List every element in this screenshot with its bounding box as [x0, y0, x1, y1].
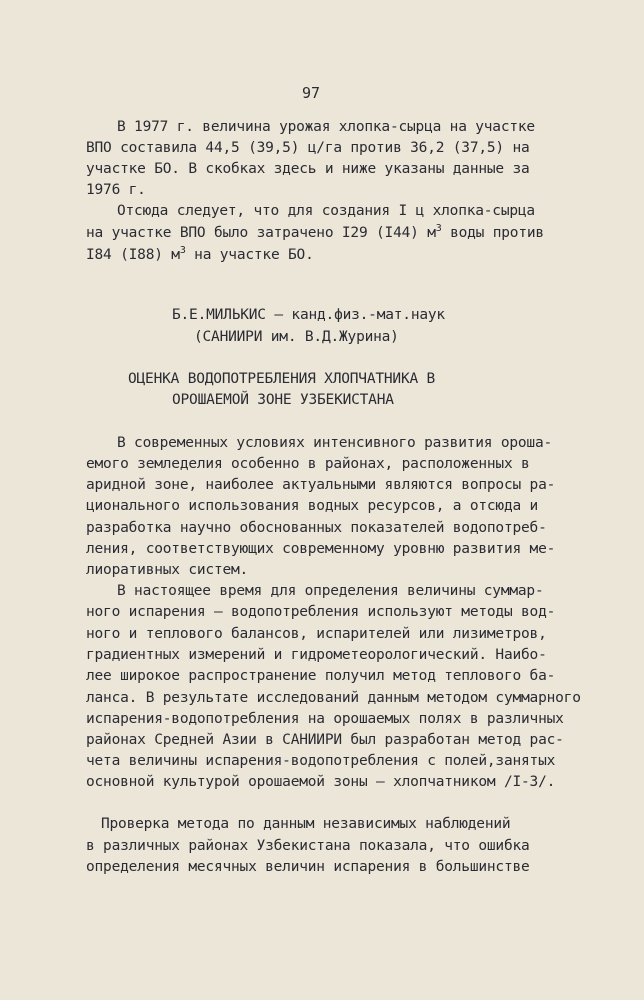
text-run: на участке БО.: [185, 247, 314, 263]
text-line: основной культурой орошаемой зоны – хлопчатником /I-3/.: [86, 774, 556, 790]
article-title-line: ОЦЕНКА ВОДОПОТРЕБЛЕНИЯ ХЛОПЧАТНИКА В: [128, 371, 436, 387]
text-line: емого земледелия особенно в районах, расположенных в: [86, 456, 530, 472]
page-number: 97: [302, 84, 321, 102]
article-title-line: ОРОШАЕМОЙ ЗОНЕ УЗБЕКИСТАНА: [172, 392, 394, 408]
text-line: чета величины испарения-водопотребления с полей,занятых: [86, 753, 556, 769]
text-line: градиентных измерений и гидрометеорологический. Наибо-: [86, 647, 547, 663]
text-line: определения месячных величин испарения в большинстве: [86, 859, 530, 875]
text-line: лиоративных систем.: [86, 562, 249, 578]
text-line: в различных районах Узбекистана показала, что ошибка: [86, 838, 530, 854]
text-line: участке БО. В скобках здесь и ниже указаны данные за: [86, 161, 530, 177]
text-run: I84 (I88) м: [86, 247, 180, 263]
text-line: Отсюда следует, что для создания I ц хлопка-сырца: [117, 203, 535, 219]
text-run: воды против: [441, 225, 544, 241]
text-line: ного испарения – водопотребления используют методы вод-: [86, 604, 556, 620]
text-line: аридной зоне, наиболее актуальными являются вопросы ра-: [86, 477, 556, 493]
text-line-with-superscript: [86, 246, 314, 264]
text-line: ного и теплового балансов, испарителей или лизиметров,: [86, 626, 547, 642]
text-line: В 1977 г. величина урожая хлопка-сырца на участке: [117, 119, 535, 135]
text-line: разработка научно обоснованных показателей водопотреб-: [86, 520, 547, 536]
author-name: Б.Е.МИЛЬКИС – канд.физ.-мат.наук: [172, 307, 445, 323]
text-line: 1976 г.: [86, 182, 146, 198]
text-line: Проверка метода по данным независимых наблюдений: [101, 816, 511, 832]
text-line: В современных условиях интенсивного развития ороша-: [117, 435, 553, 451]
text-line: испарения-водопотребления на орошаемых полях в различных: [86, 711, 564, 727]
text-line: ланса. В результате исследований данным методом суммарного: [86, 690, 581, 706]
author-affiliation: (САНИИРИ им. В.Д.Журина): [194, 329, 399, 345]
superscript: 3: [435, 223, 442, 235]
text-line: ционального использования водных ресурсов, а отсюда и: [86, 498, 539, 514]
text-line: В настоящее время для определения величины суммар-: [117, 583, 544, 599]
text-line: лее широкое распространение получил метод теплового ба-: [86, 668, 556, 684]
text-line: ВПО составила 44,5 (39,5) ц/га против 36,2 (37,5) на: [86, 140, 530, 156]
text-line-with-superscript: [86, 224, 544, 242]
text-line: районах Средней Азии в САНИИРИ был разработан метод рас-: [86, 732, 564, 748]
text-run: на участке ВПО было затрачено I29 (I44) м: [86, 225, 436, 241]
text-line: ления, соответствующих современному уровню развития ме-: [86, 541, 556, 557]
superscript: 3: [179, 245, 186, 257]
